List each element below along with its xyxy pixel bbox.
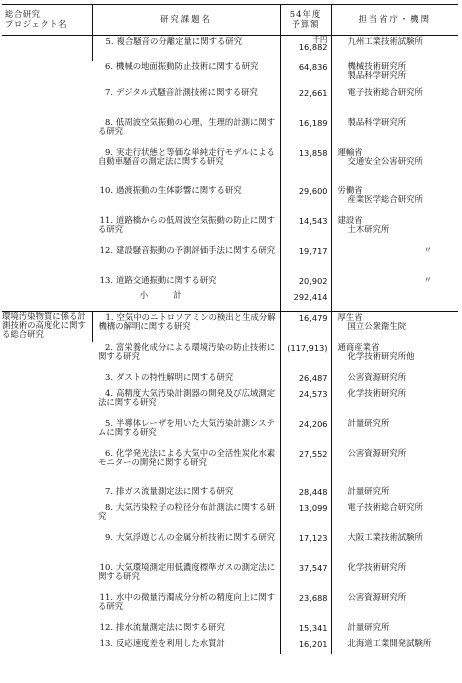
table-row <box>2 312 458 343</box>
item-number: 6. <box>105 448 113 458</box>
budget-amount <box>280 622 331 638</box>
item-number: 13. <box>99 275 113 285</box>
research-title <box>92 312 280 343</box>
item-number: 11. <box>99 215 113 225</box>
research-title <box>92 562 280 592</box>
agency <box>331 502 458 532</box>
amount-value: 27,552 <box>298 449 328 459</box>
agency <box>331 638 458 654</box>
research-title <box>92 117 280 147</box>
ministry: 建設省 <box>337 215 363 225</box>
amount-value: 23,688 <box>298 593 328 603</box>
item-title: 富栄養化成分による環境汚染の防止技術に関する研究 <box>98 342 276 362</box>
institute: 大阪工業技術試験所 <box>347 532 423 542</box>
budget-amount <box>280 147 331 185</box>
budget-amount <box>280 185 331 215</box>
budget-amount <box>280 117 331 147</box>
agency <box>331 61 458 87</box>
amount-value: 24,573 <box>298 389 328 399</box>
amount-value: 26,487 <box>298 373 328 383</box>
research-title <box>92 87 280 117</box>
item-number: 10. <box>99 185 113 195</box>
item-number: 12. <box>99 622 113 632</box>
institute: 製品科学研究所 <box>347 117 407 127</box>
item-number: 5. <box>105 36 114 46</box>
header-amount: 54年度 予算額 <box>280 5 331 36</box>
agency <box>331 312 458 343</box>
agency <box>331 147 458 185</box>
institute: 〃 <box>423 275 432 285</box>
ministry: 運輸省 <box>337 147 363 157</box>
item-title: 複合騒音の分離定量に関する研究 <box>116 36 243 46</box>
amount-value: 28,448 <box>298 487 328 497</box>
item-number: 3. <box>105 372 113 382</box>
institute: 九州工業技術試験所 <box>347 36 423 46</box>
agency <box>331 592 458 622</box>
institute: 〃 <box>423 245 432 255</box>
research-title <box>92 388 280 418</box>
item-number: 7. <box>105 87 113 97</box>
amount-value: 37,547 <box>298 563 328 573</box>
institute: 公害資源研究所 <box>347 372 407 382</box>
item-title: 排ガス流量測定法に関する研究 <box>116 486 234 496</box>
institute: 機械技術研究所 製品科学研究所 <box>347 61 407 81</box>
institute: 電子技術総合研究所 <box>347 502 423 512</box>
agency <box>331 388 458 418</box>
agency <box>331 486 458 502</box>
ministry: 労働省 <box>337 185 363 195</box>
item-title: 建設騒音振動の予測評価手法に関する研究 <box>116 245 276 255</box>
research-title <box>92 448 280 486</box>
amount-value: 20,902 <box>298 276 328 286</box>
item-title: 大気環境測定用低濃度標準ガスの測定法に関する研究 <box>98 562 276 582</box>
item-number: 9. <box>105 532 113 542</box>
institute: 化学技術研究所他 <box>347 351 415 362</box>
header-title: 研究課題名 <box>92 5 280 36</box>
project-name <box>2 36 92 312</box>
research-title <box>92 418 280 448</box>
item-number: 11. <box>99 592 113 602</box>
institute: 計量研究所 <box>347 418 390 428</box>
item-title: 高精度大気汚染計測器の開発及び広域測定法に関する研究 <box>98 388 276 408</box>
item-number: 1. <box>105 312 114 322</box>
item-title: 大気浮遊じんの金属分析技術に関する研究 <box>116 532 276 542</box>
budget-amount <box>280 312 331 343</box>
item-title: 道路交通振動に関する研究 <box>116 275 217 285</box>
budget-amount <box>280 61 331 87</box>
institute: 土木研究所 <box>347 224 390 235</box>
item-title: 化学発光法による大気中の全活性炭化水素モニターの開発に関する研究 <box>98 448 276 468</box>
budget-amount <box>280 638 331 654</box>
budget-amount <box>280 388 331 418</box>
header-project: 総合研究 プロジェクト名 <box>2 5 92 36</box>
budget-amount <box>280 87 331 117</box>
budget-amount <box>280 502 331 532</box>
budget-amount <box>280 448 331 486</box>
institute: 公害資源研究所 <box>347 592 407 602</box>
research-title <box>92 36 280 62</box>
agency <box>331 418 458 448</box>
amount-value: 16,479 <box>298 313 328 323</box>
research-title <box>92 486 280 502</box>
budget-amount <box>280 486 331 502</box>
item-number: 8. <box>105 117 113 127</box>
subtotal-label-text: 小 計 <box>139 290 182 300</box>
item-title: 空気中のニトロソアミンの検出と生成分解機構の解明に関する研究 <box>98 312 276 332</box>
institute: 国立公衆衛生院 <box>347 321 407 332</box>
amount-value: 15,341 <box>298 623 328 633</box>
research-title <box>92 185 280 215</box>
research-title <box>92 275 280 291</box>
item-title: 水中の微量汚濁成分分析の精度向上に関する研究 <box>98 592 276 612</box>
research-title <box>92 592 280 622</box>
agency <box>331 117 458 147</box>
research-title <box>92 622 280 638</box>
item-title: 半導体レーザを用いた大気汚染計測システムに関する研究 <box>98 418 275 438</box>
amount-value: 24,206 <box>298 419 328 429</box>
research-title <box>92 638 280 654</box>
budget-amount <box>280 592 331 622</box>
item-title: 過渡振動の生体影響に関する研究 <box>116 185 242 195</box>
amount-value: 16,201 <box>298 639 328 649</box>
agency <box>331 372 458 388</box>
agency <box>331 185 458 215</box>
budget-amount <box>280 562 331 592</box>
amount-value: 14,543 <box>298 216 328 226</box>
amount-value: 16,189 <box>298 118 328 128</box>
item-number: 9. <box>105 147 113 157</box>
budget-amount <box>280 342 331 372</box>
item-number: 12. <box>99 245 113 255</box>
agency <box>331 532 458 562</box>
amount-value: 19,717 <box>298 246 328 256</box>
item-number: 2. <box>105 342 113 352</box>
item-number: 13. <box>99 638 113 648</box>
agency <box>331 215 458 245</box>
agency <box>331 36 458 62</box>
item-title: 大気汚染粒子の粒径分布計測法に関する研究 <box>98 502 276 522</box>
institute: 公害資源研究所 <box>347 448 407 458</box>
item-title: 反応速度差を利用した水質計 <box>116 638 225 648</box>
agency <box>331 342 458 372</box>
agency <box>331 87 458 117</box>
research-title <box>92 245 280 275</box>
subtotal-amount: 292,414 <box>280 291 331 312</box>
amount-value: 29,600 <box>298 186 328 196</box>
institute: 交通安全公害研究所 <box>347 156 423 167</box>
item-number: 10. <box>99 562 113 572</box>
institute: 化学技術研究所 <box>347 562 407 572</box>
institute: 北海道工業開発試験所 <box>347 638 432 648</box>
unit-label: 千円 <box>312 35 328 44</box>
budget-amount <box>280 275 331 291</box>
ministry: 厚生省 <box>337 312 363 322</box>
amount-value: (117,913) <box>287 343 328 353</box>
header-agency: 担当省庁・機関 <box>331 5 458 36</box>
research-title <box>92 342 280 372</box>
budget-table <box>2 4 458 654</box>
institute: 化学技術研究所 <box>347 388 407 398</box>
institute: 産業医学総合研究所 <box>347 194 423 205</box>
item-title: 機械の地面振動防止技術に関する研究 <box>116 61 259 71</box>
research-title <box>92 502 280 532</box>
agency <box>331 622 458 638</box>
amount-value: 64,836 <box>298 62 328 72</box>
item-number: 5. <box>105 418 113 428</box>
item-number: 4. <box>105 388 113 398</box>
project-name: 環境汚染物質に係る計測技術の高度化に関する総合研究 <box>2 312 92 655</box>
budget-amount <box>280 418 331 448</box>
research-title <box>92 372 280 388</box>
item-number: 6. <box>105 61 113 71</box>
agency <box>331 245 458 275</box>
item-title: デジタル式騒音計測技術に関する研究 <box>116 87 258 97</box>
amount-value: 17,123 <box>298 533 328 543</box>
research-title <box>92 61 280 87</box>
amount-value: 13,858 <box>298 148 328 158</box>
agency <box>331 562 458 592</box>
amount-value: 16,882 <box>298 42 328 53</box>
research-title <box>92 532 280 562</box>
budget-amount <box>280 215 331 245</box>
research-title <box>92 215 280 245</box>
amount-value: 22,661 <box>298 88 328 98</box>
item-title: ダストの特性解明に関する研究 <box>116 372 234 382</box>
item-number: 8. <box>105 502 113 512</box>
item-number: 7. <box>105 486 113 496</box>
header-row <box>2 5 458 36</box>
budget-amount <box>280 245 331 275</box>
institute: 電子技術総合研究所 <box>347 87 423 97</box>
item-title: 道路橋からの低周波空気振動の防止に関する研究 <box>98 215 276 235</box>
table-row <box>2 36 458 62</box>
budget-amount <box>280 532 331 562</box>
institute: 計量研究所 <box>347 622 390 632</box>
item-title: 排水流量測定法に関する研究 <box>116 622 225 632</box>
agency <box>331 275 458 291</box>
institute: 計量研究所 <box>347 486 390 496</box>
agency <box>331 448 458 486</box>
amount-value: 13,099 <box>298 503 328 513</box>
ministry: 通商産業省 <box>337 342 380 352</box>
subtotal-label <box>92 291 280 312</box>
item-title: 実走行状態と等価な単純走行モデルによる自動車騒音の測定法に関する研究 <box>98 147 275 167</box>
item-title: 低周波空気振動の心理，生理的計測に関する研究 <box>98 117 276 137</box>
subtotal-agency <box>331 291 458 312</box>
budget-amount <box>280 372 331 388</box>
budget-amount <box>280 36 331 62</box>
research-title <box>92 147 280 185</box>
